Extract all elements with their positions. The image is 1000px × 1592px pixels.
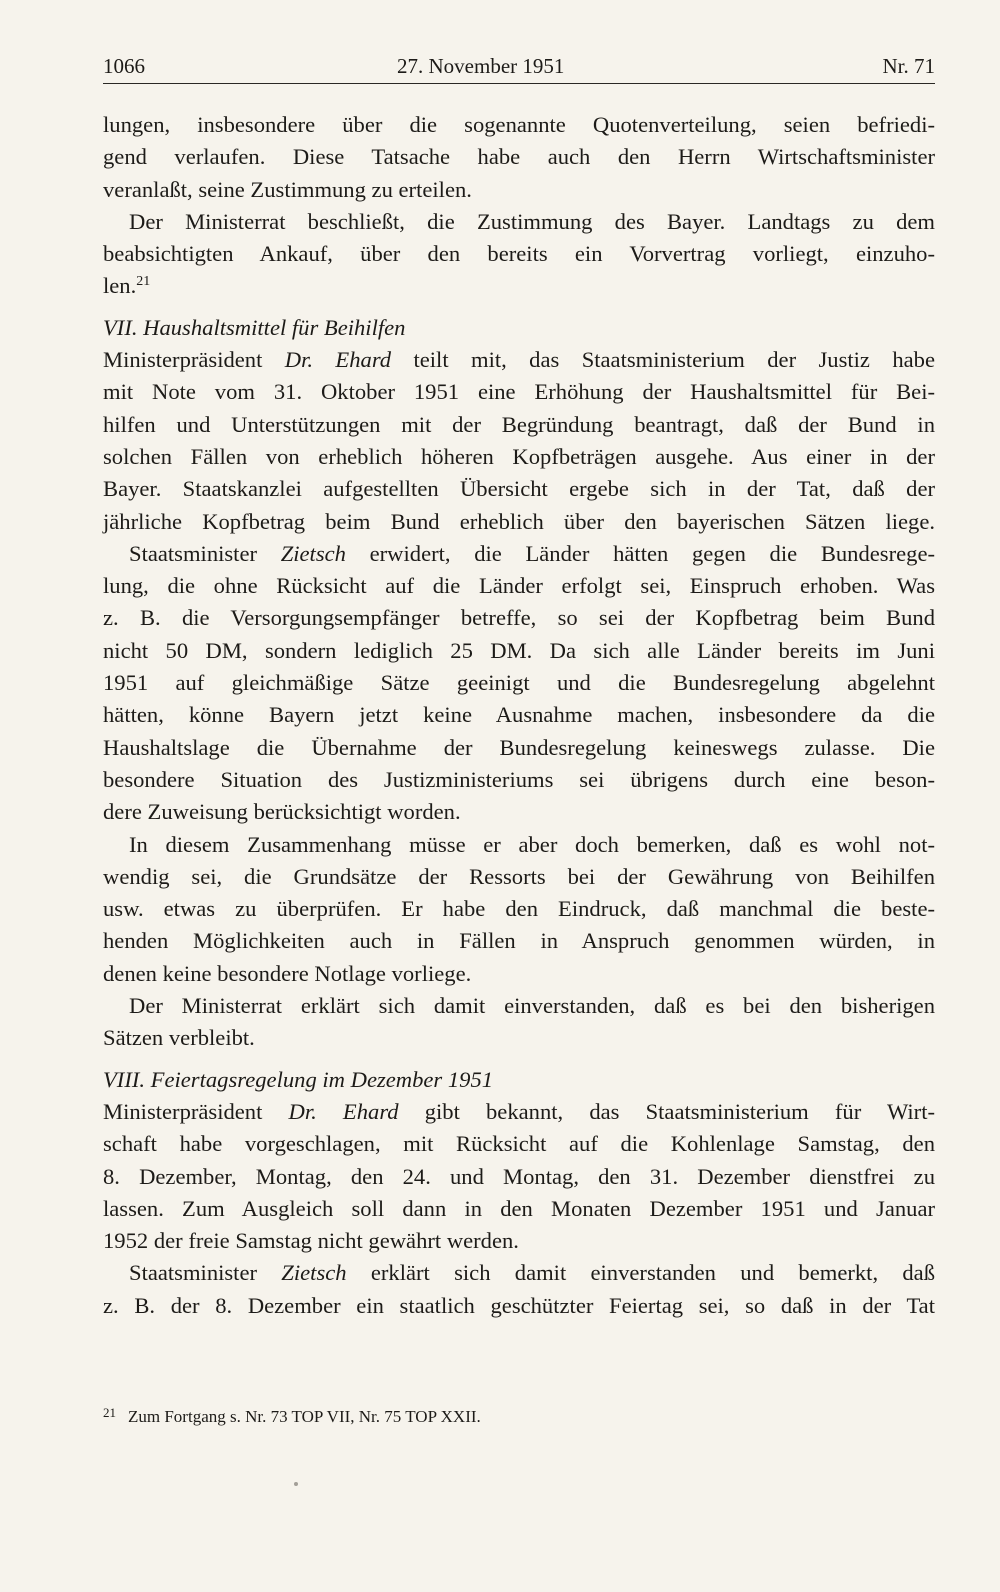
text-line: beabsichtigten Ankauf, über den bereits ein Vorvertrag vorliegt, einzuho-: [103, 241, 935, 267]
text-line: jährliche Kopfbetrag beim Bund erheblich über den bayerischen Sätzen liege.: [103, 508, 935, 534]
person-name: Zietsch: [281, 1260, 347, 1286]
text-segment: erwidert, die Länder hätten gegen die Bundesrege-: [345, 540, 935, 566]
person-name: Zietsch: [280, 540, 346, 566]
text-line: hilfen und Unterstützungen mit der Begründung beantragt, daß der Bund in: [103, 411, 935, 437]
text-line: lungen, insbesondere über die sogenannte Quotenverteilung, seien befriedi-: [103, 112, 935, 137]
document-number: Nr. 71: [882, 54, 935, 78]
footnote: [103, 1400, 935, 1430]
text-line: 1952 der freie Samstag nicht gewährt werden.: [103, 1228, 519, 1254]
text-line: lung, die ohne Rücksicht auf die Länder erfolgt sei, Einspruch erhoben. Was: [103, 573, 935, 599]
text-line: veranlaßt, seine Zustimmung zu erteilen.: [103, 176, 472, 202]
text-line: [103, 344, 935, 376]
text-line: besondere Situation des Justizministeriums sei übrigens durch eine beson-: [103, 766, 935, 792]
text-line: nicht 50 DM, sondern lediglich 25 DM. Da sich alle Länder bereits im Juni: [103, 637, 935, 663]
text-line: gend verlaufen. Diese Tatsache habe auch den Herrn Wirtschaftsminister: [103, 144, 935, 170]
text-segment: Ministerpräsident: [103, 347, 285, 373]
text-segment: erklärt sich damit einverstanden und bemerkt, daß: [346, 1260, 935, 1286]
text-line: [103, 270, 935, 302]
section-heading-vii: VII. Haushaltsmittel für Beihilfen: [103, 314, 406, 340]
text-line: schaft habe vorgeschlagen, mit Rücksicht auf die Kohlenlage Samstag, den: [103, 1131, 935, 1157]
text-line: In diesem Zusammenhang müsse er aber doch bemerken, daß es wohl not-: [129, 831, 935, 857]
text-line: [103, 1096, 935, 1128]
footnote-mark: 21: [103, 1405, 116, 1420]
paper-speck: [294, 1482, 298, 1486]
header-date: 27. November 1951: [397, 54, 565, 78]
text-segment: Staatsminister: [129, 540, 281, 566]
header-rule: [103, 83, 935, 84]
running-head: [103, 50, 935, 82]
text-segment: gibt bekannt, das Staatsministerium für Wirt-: [398, 1098, 936, 1124]
text-segment: teilt mit, das Staatsministerium der Justiz habe: [391, 347, 936, 373]
text-line: Der Ministerrat erklärt sich damit einverstanden, daß es bei den bisherigen: [129, 993, 935, 1019]
text-line: Bayer. Staatskanzlei aufgestellten Übersicht ergebe sich in der Tat, daß der: [103, 476, 935, 502]
text-line: [103, 1257, 935, 1289]
text-line: henden Möglichkeiten auch in Fällen in Anspruch genommen würden, in: [103, 928, 935, 954]
footnote-reference: 21: [136, 274, 151, 290]
text-line: lassen. Zum Ausgleich soll dann in den Monaten Dezember 1951 und Januar: [103, 1195, 935, 1221]
text-line: 8. Dezember, Montag, den 24. und Montag, den 31. Dezember dienstfrei zu: [103, 1163, 935, 1189]
text-line: dere Zuweisung berücksichtigt worden.: [103, 799, 461, 825]
text-line: Haushaltslage die Übernahme der Bundesregelung keineswegs zulasse. Die: [103, 734, 935, 760]
text-line: z. B. der 8. Dezember ein staatlich geschützter Feiertag sei, so daß in der Tat: [103, 1292, 935, 1318]
text-line: Sätzen verbleibt.: [103, 1025, 255, 1051]
page-number: 1066: [103, 54, 145, 78]
text-line: z. B. die Versorgungsempfänger betreffe, so sei der Kopfbetrag beim Bund: [103, 605, 935, 631]
text-line: usw. etwas zu überprüfen. Er habe den Eindruck, daß manchmal die beste-: [103, 896, 935, 922]
text-line: denen keine besondere Notlage vorliege.: [103, 960, 472, 986]
text-line: Der Ministerrat beschließt, die Zustimmung des Bayer. Landtags zu dem: [129, 208, 935, 234]
footnotes: [103, 1400, 935, 1430]
text-line: mit Note vom 31. Oktober 1951 eine Erhöhung der Haushaltsmittel für Bei-: [103, 379, 935, 405]
text-line: [103, 538, 935, 570]
text-line: hätten, könne Bayern jetzt keine Ausnahme machen, insbesondere da die: [103, 702, 935, 728]
text-line: 1951 auf gleichmäßige Sätze geeinigt und die Bundesregelung abgelehnt: [103, 670, 935, 696]
text-line: wendig sei, die Grundsätze der Ressorts bei der Gewährung von Beihilfen: [103, 863, 935, 889]
body-text: [103, 109, 935, 1322]
text-segment: Ministerpräsident: [103, 1098, 289, 1124]
section-gap: [103, 303, 935, 312]
person-name: Dr. Ehard: [284, 347, 392, 373]
text-segment: Staatsminister: [129, 1260, 282, 1286]
person-name: Dr. Ehard: [288, 1098, 399, 1124]
text-line: solchen Fällen von erheblich höheren Kopfbeträgen ausgehe. Aus einer in der: [103, 443, 935, 469]
footnote-text: Zum Fortgang s. Nr. 73 TOP VII, Nr. 75 TOP XXII.: [128, 1407, 481, 1426]
text-segment: len.: [103, 273, 137, 299]
section-gap: [103, 1055, 935, 1064]
section-heading-viii: VIII. Feiertagsregelung im Dezember 1951: [103, 1066, 494, 1092]
